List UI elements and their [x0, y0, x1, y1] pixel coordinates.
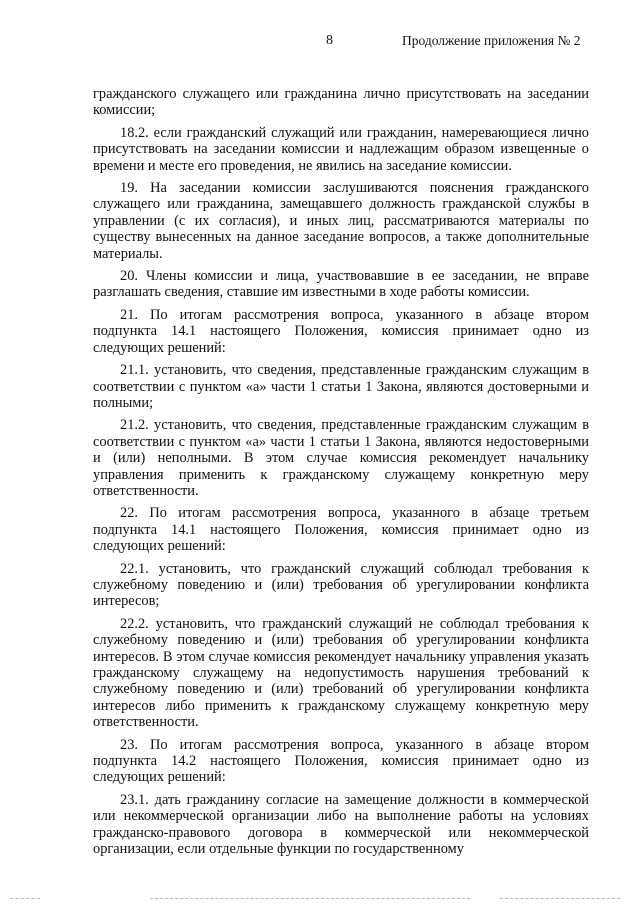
paragraph-23-1: 23.1. дать гражданину согласие на замещение должности в коммерческой или некоммерческой организации либо на выполнение работы на условиях гражданско-правового договора в коммерческой или некоммерческой организации, если отдельные функции по государственному	[93, 791, 589, 858]
paragraph-23: 23. По итогам рассмотрения вопроса, указанного в абзаце втором подпункта 14.2 настоящего Положения, комиссия принимает одно из следующих решений:	[93, 736, 589, 786]
paragraph-22-1: 22.1. установить, что гражданский служащий соблюдал требования к служебному поведению и (или) требования об урегулировании конфликта интересов;	[93, 560, 589, 610]
paragraph-20: 20. Члены комиссии и лица, участвовавшие в ее заседании, не вправе разглашать сведения, ставшие им известными в ходе работы комиссии.	[93, 268, 589, 301]
document-body	[93, 86, 589, 863]
page-number: 8	[326, 33, 333, 48]
appendix-continuation-note: Продолжение приложения № 2	[402, 33, 581, 48]
paragraph-continuation: гражданского служащего или гражданина лично присутствовать на заседании комиссии;	[93, 86, 589, 119]
paragraph-21-2: 21.2. установить, что сведения, представленные гражданским служащим в соответствии с пунктом «а» части 1 статьи 1 Закона, являются недостоверными и (или) неполными. В этом случае комиссия рекомендует начальнику управления применить к гражданскому служащему конкретную меру ответственности.	[93, 417, 589, 499]
paragraph-21: 21. По итогам рассмотрения вопроса, указанного в абзаце втором подпункта 14.1 настоящего Положения, комиссия принимает одно из следующих решений:	[93, 306, 589, 356]
scan-edge-mark-left	[10, 898, 40, 899]
paragraph-21-1: 21.1. установить, что сведения, представленные гражданским служащим в соответствии с пунктом «а» части 1 статьи 1 Закона, являются достоверными и полными;	[93, 362, 589, 411]
scan-edge-mark-right	[500, 898, 620, 899]
scan-edge-mark-center	[150, 898, 470, 899]
paragraph-19: 19. На заседании комиссии заслушиваются пояснения гражданского служащего или гражданина, замещавшего должность гражданской службы в управлении (с их согласия), и иных лиц, рассматриваются материалы по существу вынесенных на данное заседание вопросов, а также дополнительные материалы.	[93, 180, 589, 262]
paragraph-22-2: 22.2. установить, что гражданский служащий не соблюдал требования к служебному поведению и (или) требования об урегулировании конфликта интересов. В этом случае комиссия рекомендует начальнику управления указать гражданскому служащему на недопустимость нарушения требований к служебному поведению и (или) требований об урегулировании конфликта интересов либо применить к гражданскому служащему конкретную меру ответственности.	[93, 615, 589, 731]
paragraph-22: 22. По итогам рассмотрения вопроса, указанного в абзаце третьем подпункта 14.1 настоящего Положения, комиссия принимает одно из следующих решений:	[93, 505, 589, 555]
paragraph-18-2: 18.2. если гражданский служащий или гражданин, намеревающиеся лично присутствовать на заседании комиссии и надлежащим образом извещенные о времени и месте его проведения, не явились на заседание комиссии.	[93, 124, 589, 174]
